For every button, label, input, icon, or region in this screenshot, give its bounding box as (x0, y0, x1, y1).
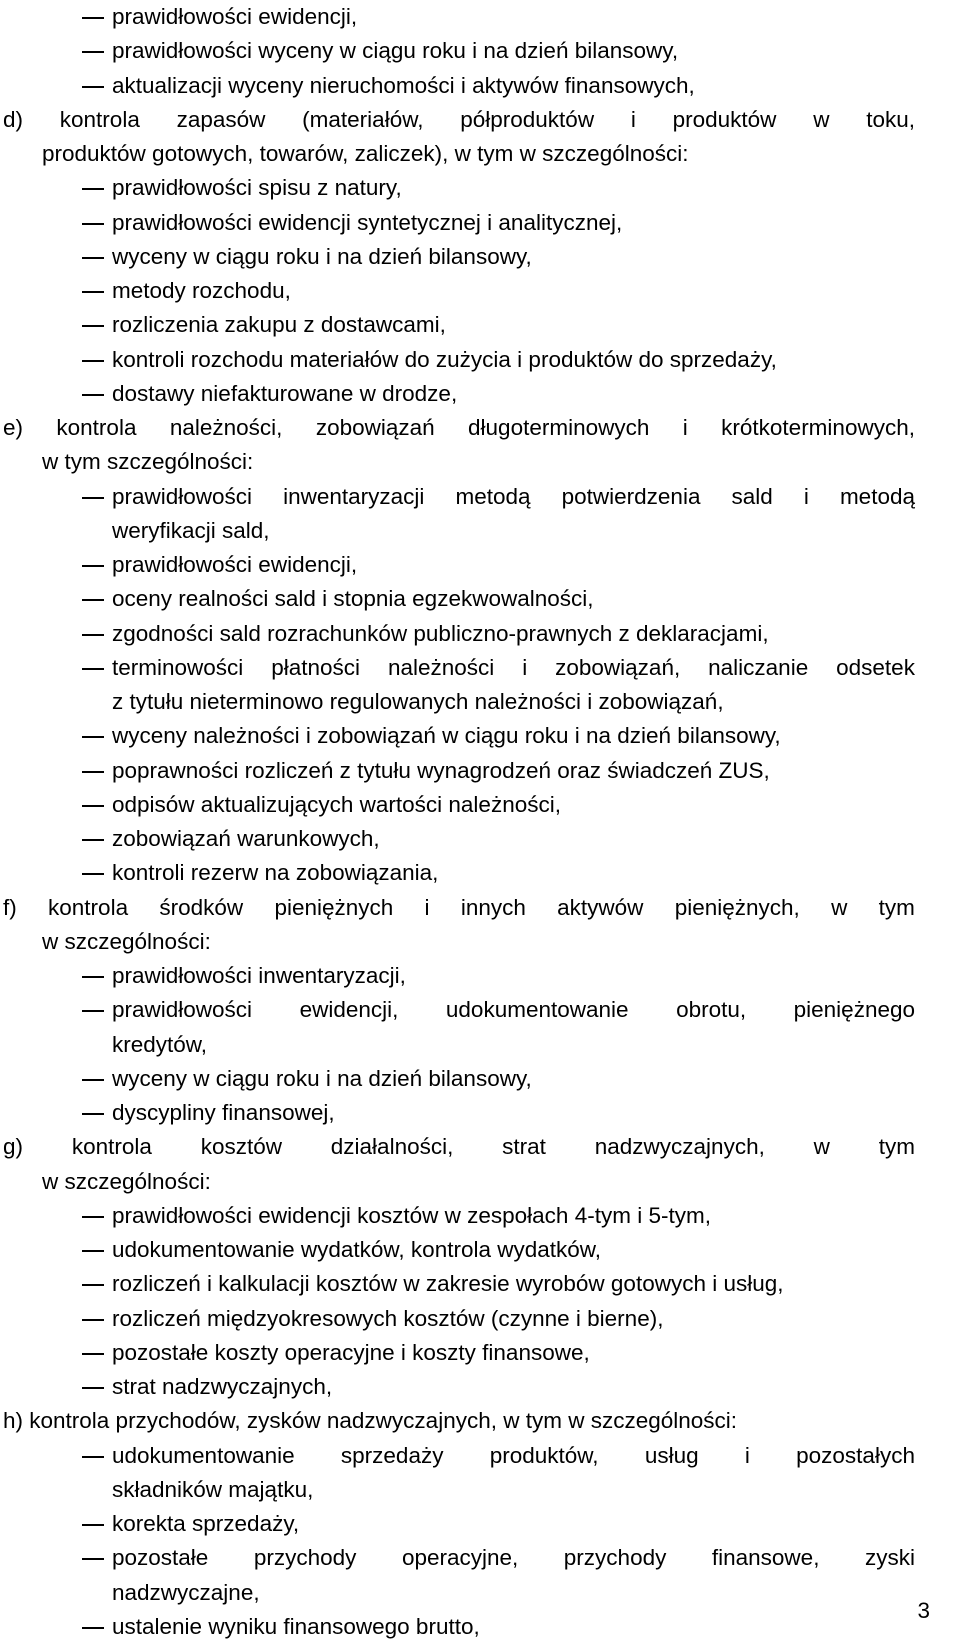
word: innych (460, 894, 526, 920)
sublist-item-line: kontroli rezerw na zobowiązania, (112, 860, 439, 886)
sublist-item-line: aktualizacji wyceny nieruchomości i aktywów finansowych, (112, 72, 695, 98)
list-item-line (3, 1130, 915, 1164)
word: półproduktów (460, 106, 595, 132)
sublist-item-line: rozliczenia zakupu z dostawcami, (112, 312, 446, 338)
word: zapasów (176, 106, 266, 132)
dash-bullet-icon (82, 1079, 104, 1081)
list-item-line (3, 411, 915, 445)
word: prawidłowości (112, 997, 253, 1023)
line-text: w szczególności: (42, 928, 211, 954)
word: udokumentowanie (445, 997, 629, 1023)
word: i (803, 483, 809, 509)
word: zyski (864, 1545, 915, 1571)
dash-bullet-icon (82, 188, 104, 190)
word: terminowości (112, 654, 244, 680)
word: metodą (455, 483, 531, 509)
list-item-line (42, 445, 253, 479)
sublist-item-line: wyceny w ciągu roku i na dzień bilansowy, (112, 243, 532, 269)
dash-bullet-icon (82, 1319, 104, 1321)
word: i (424, 894, 430, 920)
word: w (831, 894, 848, 920)
dash-bullet-icon (82, 394, 104, 396)
sublist-item-line: strat nadzwyczajnych, (112, 1374, 333, 1399)
line-text: produktów gotowych, towarów, zaliczek), w tym w szczególności: (42, 141, 689, 166)
sublist-item-line: rozliczeń międzyokresowych kosztów (czynne i bierne), (112, 1305, 664, 1331)
dash-bullet-icon (82, 1353, 104, 1355)
word: toku, (866, 106, 915, 132)
dash-bullet-icon (82, 291, 104, 293)
line-text: h) kontrola przychodów, zysków nadzwyczajnych, w tym w szczególności: (3, 1408, 738, 1434)
word: kontrola (48, 894, 129, 920)
sublist-item-line: rozliczeń i kalkulacji kosztów w zakresie wyrobów gotowych i usług, (112, 1271, 784, 1297)
word: produktów, (489, 1442, 599, 1468)
sublist-item-line (112, 993, 915, 1027)
word: ewidencji, (299, 997, 399, 1023)
sublist-item-line: poprawności rozliczeń z tytułu wynagrodzeń oraz świadczeń ZUS, (112, 757, 770, 783)
sublist-item-line: prawidłowości wyceny w ciągu roku i na dzień bilansowy, (112, 38, 679, 64)
word: należności, (169, 415, 283, 440)
word: sprzedaży (340, 1442, 444, 1468)
sublist-item-line: korekta sprzedaży, (112, 1511, 300, 1536)
word: pieniężnych (274, 894, 394, 920)
page-number: 3 (917, 1598, 930, 1623)
word: f) (3, 894, 17, 920)
word: strat (502, 1134, 546, 1160)
dash-bullet-icon (82, 976, 104, 978)
dash-bullet-icon (82, 668, 104, 670)
sublist-item-line: odpisów aktualizujących wartości należności, (112, 791, 561, 817)
list-item-line (3, 103, 915, 137)
word: przychody (563, 1545, 667, 1571)
dash-bullet-icon (82, 599, 104, 601)
word: inwentaryzacji (283, 483, 425, 509)
word: płatności (271, 654, 361, 680)
sublist-item-line: prawidłowości ewidencji, (112, 4, 358, 29)
dash-bullet-icon (82, 1284, 104, 1286)
word: kontrola (71, 1134, 152, 1160)
sublist-item-line: prawidłowości ewidencji syntetycznej i analitycznej, (112, 209, 623, 235)
dash-bullet-icon (82, 257, 104, 259)
word: w (813, 106, 830, 132)
dash-bullet-icon (82, 497, 104, 499)
sublist-item-line (112, 480, 915, 514)
dash-bullet-icon (82, 1558, 104, 1560)
sublist-item-line: dostawy niefakturowane w drodze, (112, 380, 458, 406)
word: metodą (839, 483, 915, 509)
word: obrotu, (676, 997, 747, 1023)
word: aktywów (557, 894, 644, 920)
word: produktów (672, 106, 777, 132)
dash-bullet-icon (82, 1456, 104, 1458)
word: usług (644, 1442, 699, 1468)
word: tym (878, 1134, 915, 1160)
word: sald (731, 483, 773, 509)
word: zobowiązań (315, 415, 435, 440)
word: należności (387, 654, 495, 680)
dash-bullet-icon (82, 360, 104, 362)
sublist-item-line: prawidłowości spisu z natury, (112, 175, 402, 201)
word: środków (159, 894, 244, 920)
word: g) (3, 1134, 24, 1160)
dash-bullet-icon (82, 1627, 104, 1629)
word: i (682, 415, 688, 440)
dash-bullet-icon (82, 1524, 104, 1526)
dash-bullet-icon (82, 1250, 104, 1252)
dash-bullet-icon (82, 736, 104, 738)
sublist-item-line: składników majątku, (112, 1476, 314, 1502)
word: odsetek (836, 654, 915, 680)
word: kontrola (59, 106, 140, 132)
dash-bullet-icon (82, 1113, 104, 1115)
dash-bullet-icon (82, 17, 104, 19)
list-item-line (42, 137, 689, 171)
sublist-item-line: weryfikacji sald, (112, 517, 270, 543)
word: finansowe, (711, 1545, 820, 1571)
sublist-item-line: wyceny należności i zobowiązań w ciągu roku i na dzień bilansowy, (112, 723, 781, 749)
word: i (522, 654, 528, 680)
word: udokumentowanie (112, 1442, 295, 1468)
word: w (813, 1134, 830, 1160)
word: d) (3, 106, 24, 132)
sublist-item-line: prawidłowości ewidencji, (112, 552, 358, 577)
dash-bullet-icon (82, 634, 104, 636)
sublist-item-line: metody rozchodu, (112, 278, 291, 303)
word: naliczanie (708, 654, 809, 680)
word: potwierdzenia (561, 483, 701, 509)
dash-bullet-icon (82, 1216, 104, 1218)
sublist-item-line: ustalenie wyniku finansowego brutto, (112, 1613, 480, 1639)
line-text: w tym szczególności: (42, 449, 254, 475)
list-item-line (42, 1165, 211, 1199)
word: krótkoterminowych, (721, 415, 915, 440)
word: i (744, 1442, 750, 1468)
dash-bullet-icon (82, 873, 104, 875)
sublist-item-line: pozostałe koszty operacyjne i koszty finansowe, (112, 1339, 590, 1365)
sublist-item-line: zobowiązań warunkowych, (112, 826, 380, 851)
sublist-item-line: kredytów, (112, 1031, 208, 1057)
sublist-item-line: z tytułu nieterminowo regulowanych należności i zobowiązań, (112, 689, 724, 714)
dash-bullet-icon (82, 223, 104, 225)
sublist-item-line: dyscypliny finansowej, (112, 1100, 335, 1125)
word: pieniężnego (793, 997, 915, 1023)
sublist-item-line: udokumentowanie wydatków, kontrola wydatków, (112, 1237, 602, 1262)
list-item-line (3, 891, 915, 925)
list-item-line (42, 925, 211, 959)
dash-bullet-icon (82, 51, 104, 53)
word: długoterminowych (468, 415, 650, 440)
sublist-item-line: wyceny w ciągu roku i na dzień bilansowy, (112, 1065, 532, 1091)
sublist-item-line (112, 1541, 915, 1575)
word: kontrola (56, 415, 137, 440)
word: e) (3, 415, 24, 440)
word: działalności, (330, 1134, 454, 1160)
word: nadzwyczajnych, (594, 1134, 765, 1160)
list-item-line (3, 1404, 737, 1438)
sublist-item-line: kontroli rozchodu materiałów do zużycia i produktów do sprzedaży, (112, 346, 777, 372)
word: pozostałe (112, 1545, 209, 1571)
dash-bullet-icon (82, 86, 104, 88)
word: zobowiązań, (555, 654, 681, 680)
word: (materiałów, (302, 106, 424, 132)
dash-bullet-icon (82, 839, 104, 841)
line-text: w szczególności: (42, 1168, 211, 1194)
sublist-item-line: zgodności sald rozrachunków publiczno-prawnych z deklaracjami, (112, 620, 769, 646)
dash-bullet-icon (82, 1387, 104, 1389)
word: pozostałych (796, 1442, 915, 1468)
sublist-item-line: nadzwyczajne, (112, 1579, 260, 1605)
word: i (630, 106, 636, 132)
dash-bullet-icon (82, 325, 104, 327)
sublist-item-line: prawidłowości inwentaryzacji, (112, 963, 406, 988)
word: tym (878, 894, 915, 920)
dash-bullet-icon (82, 1010, 104, 1012)
word: prawidłowości (112, 483, 253, 509)
dash-bullet-icon (82, 771, 104, 773)
word: pieniężnych, (674, 894, 800, 920)
word: przychody (253, 1545, 357, 1571)
dash-bullet-icon (82, 805, 104, 807)
word: operacyjne, (401, 1545, 519, 1571)
sublist-item-line: oceny realności sald i stopnia egzekwowalności, (112, 586, 594, 612)
sublist-item-line (112, 651, 915, 685)
sublist-item-line: prawidłowości ewidencji kosztów w zespołach 4-tym i 5-tym, (112, 1202, 711, 1228)
word: kosztów (200, 1134, 282, 1160)
sublist-item-line (112, 1439, 915, 1473)
dash-bullet-icon (82, 565, 104, 567)
